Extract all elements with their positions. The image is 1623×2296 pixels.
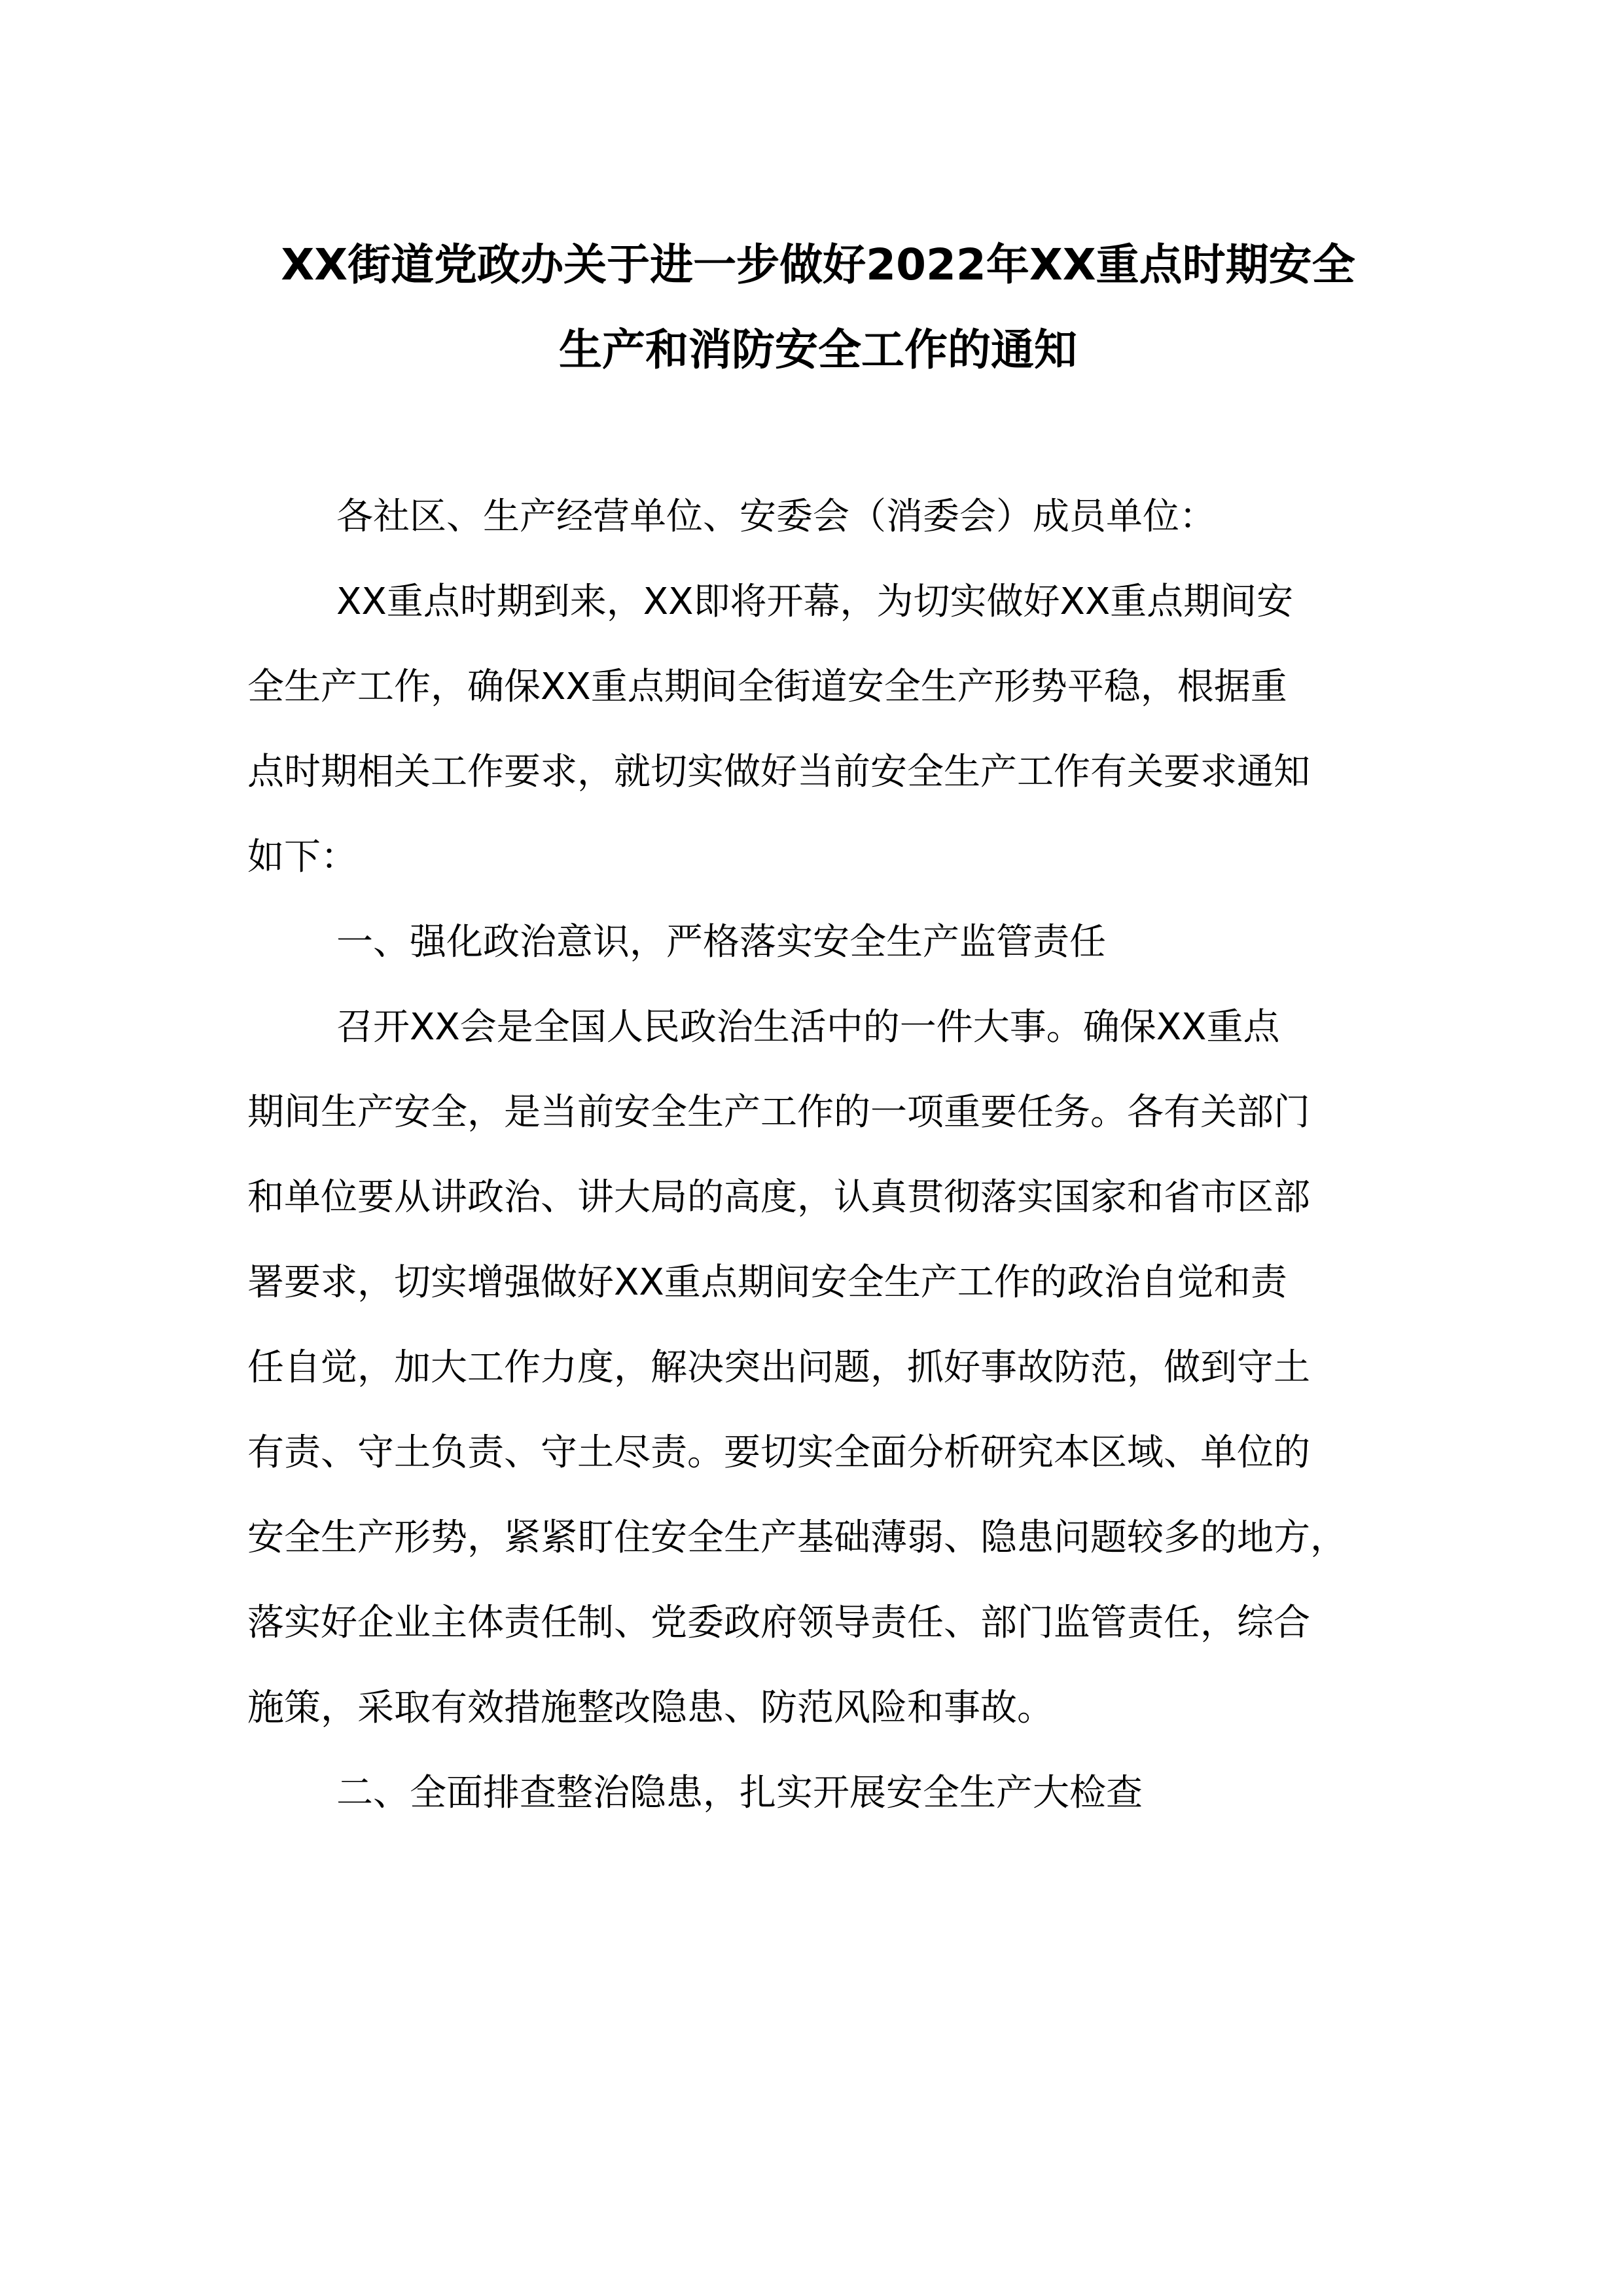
- body-line: 任自觉，加大工作力度，解决突出问题，抓好事故防范，做到守土: [247, 1346, 1310, 1389]
- title-line-1: XX街道党政办关于进一步做好2022年XX重点时期安全: [281, 240, 1355, 290]
- body-line: 如下：: [247, 836, 357, 878]
- document-title: [242, 223, 1394, 393]
- body-line: 落实好企业主体责任制、党委政府领导责任、部门监管责任，综合: [247, 1602, 1310, 1644]
- section-heading-1: 一、强化政治意识，严格落实安全生产监管责任: [336, 921, 1106, 963]
- body-line: 有责、守土负责、守土尽责。要切实全面分析研究本区域、单位的: [247, 1431, 1310, 1474]
- body-line: 期间生产安全，是当前安全生产工作的一项重要任务。各有关部门: [247, 1091, 1310, 1134]
- salutation-line: 各社区、生产经营单位、安委会（消委会）成员单位：: [336, 495, 1216, 538]
- body-line: 召开XX会是全国人民政治生活中的一件大事。确保XX重点: [336, 1006, 1280, 1049]
- body-line: 点时期相关工作要求，就切实做好当前安全生产工作有关要求通知: [247, 751, 1310, 793]
- body-line: 全生产工作，确保XX重点期间全街道安全生产形势平稳，根据重: [247, 666, 1287, 708]
- title-line-2: 生产和消防安全工作的通知: [559, 325, 1077, 375]
- body-line: 和单位要从讲政治、讲大局的高度，认真贯彻落实国家和省市区部: [247, 1176, 1310, 1219]
- body-line: XX重点时期到来，XX即将开幕，为切实做好XX重点期间安: [336, 581, 1294, 623]
- body-line: 施策，采取有效措施整改隐患、防范风险和事故。: [247, 1687, 1054, 1729]
- body-line: 署要求，切实增强做好XX重点期间安全生产工作的政治自觉和责: [247, 1261, 1287, 1304]
- body-line: 安全生产形势，紧紧盯住安全生产基础薄弱、隐患问题较多的地方，: [247, 1516, 1347, 1559]
- document-body: [247, 475, 1412, 1836]
- section-heading-2: 二、全面排查整治隐患，扎实开展安全生产大检查: [336, 1772, 1143, 1814]
